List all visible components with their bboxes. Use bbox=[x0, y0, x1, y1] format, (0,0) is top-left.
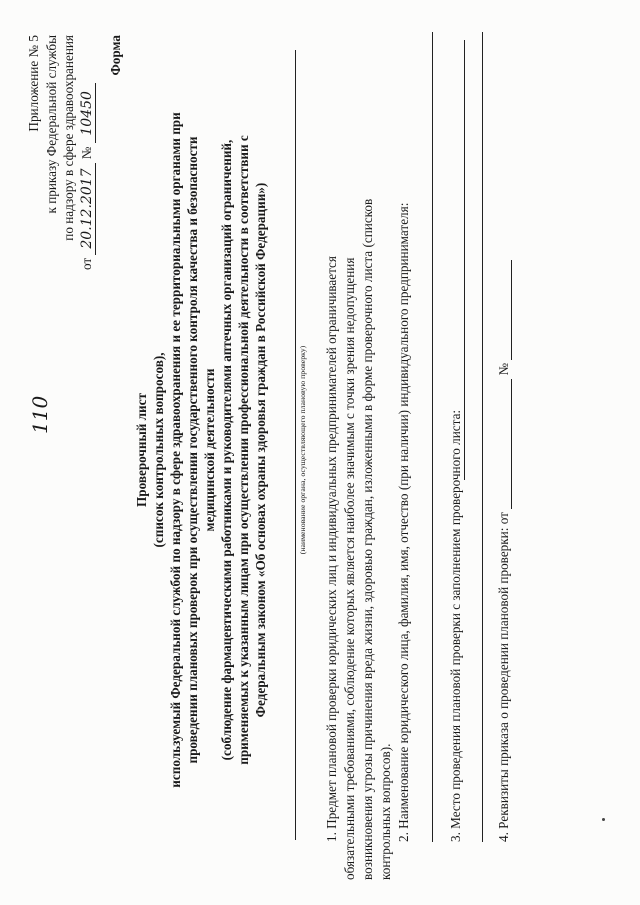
para3-fill-line-2 bbox=[482, 32, 483, 842]
title-line-7: применяемых к указанным лицам при осуществлении профессиональной деятельности в соответствии с bbox=[236, 135, 251, 765]
title-line-3: используемый Федеральной службой по надзору в сфере здравоохранения и ее территориальными органами при bbox=[168, 112, 183, 788]
title-line-4: проведении плановых проверок при осуществлении государственного контроля качества и безопасности bbox=[185, 136, 200, 764]
organ-name-line bbox=[295, 50, 296, 840]
form-label: Форма bbox=[108, 35, 123, 76]
title-line-6: (соблюдение фармацевтическими работниками и руководителями аптечных организаций ограничений, bbox=[219, 139, 234, 761]
organ-caption: (наименование органа, осуществляющего плановую проверку) bbox=[298, 345, 307, 555]
title-line-5: медицинской деятельности bbox=[202, 368, 217, 532]
date-value: 20.12.2017 bbox=[80, 163, 96, 255]
para4-text bbox=[496, 260, 512, 842]
number-value: 10450 bbox=[80, 83, 96, 143]
page-number: 110 bbox=[28, 395, 52, 434]
appendix-line-2: к приказу Федеральной службы bbox=[44, 35, 59, 214]
title-line-8: Федеральным законом «Об основах охраны здоровья граждан в Российской Федерации») bbox=[253, 182, 268, 718]
para4-prefix: 4. Реквизиты приказа о проведении плановой проверки: от bbox=[496, 512, 511, 842]
title-line-2: (список контрольных вопросов), bbox=[151, 352, 166, 548]
appendix-line-1: Приложение № 5 bbox=[26, 35, 41, 132]
para4-number-label: № bbox=[496, 362, 511, 376]
para3-fill-line bbox=[464, 40, 465, 480]
para2-fill-line bbox=[432, 32, 433, 842]
number-prefix: № bbox=[79, 146, 94, 160]
para3-text: 3. Место проведения плановой проверки с заполнением проверочного листа: bbox=[448, 409, 463, 842]
title-line-1: Проверочный лист bbox=[134, 393, 149, 507]
date-prefix: от bbox=[79, 257, 94, 270]
para2-text: 2. Наименование юридического лица, фамилия, имя, отчество (при наличии) индивидуального предпринимателя: bbox=[396, 202, 411, 842]
para4-date-blank bbox=[496, 379, 512, 509]
appendix-date-line bbox=[79, 83, 96, 270]
para1-line-1: 1. Предмет плановой проверки юридических лиц и индивидуальных предпринимателей ограничивается bbox=[324, 256, 339, 842]
rotated-document bbox=[18, 20, 618, 880]
scan-speck bbox=[602, 818, 605, 821]
para1-line-3: возникновения угрозы причинения вреда жизни, здоровью граждан, изложенными в форме проверочного листа (списков bbox=[360, 198, 375, 880]
appendix-line-3: по надзору в сфере здравоохранения bbox=[61, 35, 76, 241]
para1-line-2: обязательными требованиями, соблюдение которых является наиболее значимым с точки зрения недопущения bbox=[342, 257, 357, 880]
para1-line-4: контрольных вопросов). bbox=[378, 743, 393, 880]
para4-number-blank bbox=[496, 260, 512, 360]
